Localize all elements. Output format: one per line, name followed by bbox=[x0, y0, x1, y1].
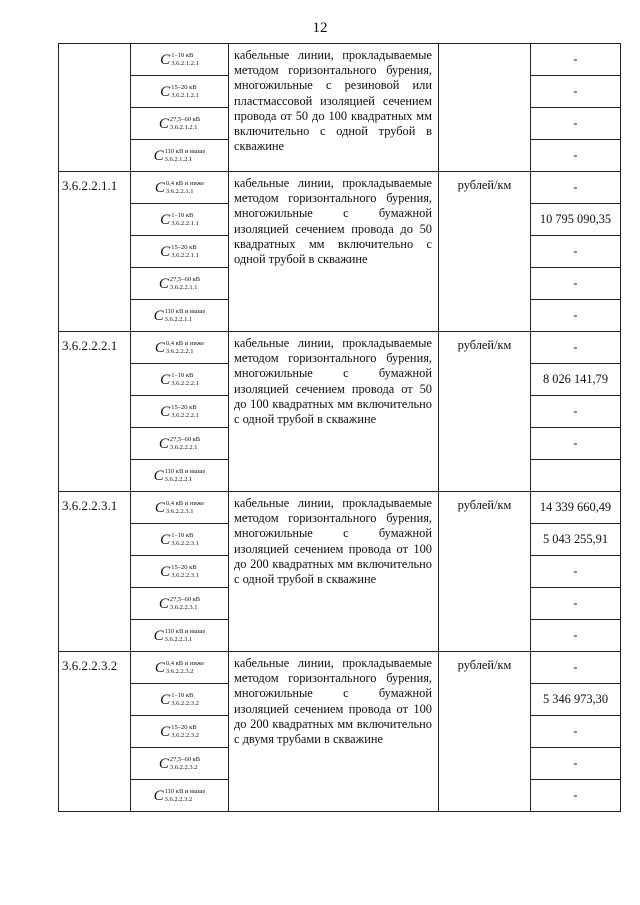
rate-symbol bbox=[131, 364, 229, 396]
item-code: 3.6.2.2.2.1 bbox=[59, 332, 131, 492]
rate-symbol bbox=[131, 428, 229, 460]
rate-symbol bbox=[131, 140, 229, 172]
item-description: кабельные линии, прокладываемые методом горизонтального бурения, многожильные с бумажной изоляцией сечением провода от 50 до 100 квадратных мм включительно с одной трубой в скважине bbox=[229, 332, 439, 492]
rate-symbol-letter: C bbox=[154, 499, 165, 516]
rate-index: 3.6.2.2.3.1 bbox=[165, 507, 194, 515]
item-code: 3.6.2.2.3.1 bbox=[59, 492, 131, 652]
voltage-class: 1–10 кВ bbox=[171, 371, 194, 379]
rate-symbol bbox=[131, 236, 229, 268]
rate-symbol bbox=[131, 300, 229, 332]
voltage-class: 15–20 кВ bbox=[171, 563, 197, 571]
voltage-class: 110 кВ и выше bbox=[164, 787, 206, 795]
voltage-class: 1–10 кВ bbox=[171, 211, 194, 219]
voltage-class: 15–20 кВ bbox=[171, 243, 197, 251]
voltage-class: 27,5–60 кВ bbox=[169, 435, 201, 443]
rate-symbol bbox=[131, 76, 229, 108]
rate-symbol-letter: C bbox=[158, 115, 169, 132]
page-number: 12 bbox=[312, 20, 328, 36]
rate-value: - bbox=[531, 140, 621, 172]
rate-symbol bbox=[131, 44, 229, 76]
rate-symbol bbox=[131, 268, 229, 300]
rate-index: 3.6.2.2.2.1 bbox=[171, 379, 199, 387]
voltage-class: 27,5–60 кВ bbox=[169, 595, 201, 603]
voltage-class: 110 кВ и выше bbox=[164, 467, 206, 475]
table-row bbox=[59, 332, 621, 364]
rate-index: 3.6.2.2.3.1 bbox=[171, 571, 199, 579]
rate-symbol-letter: C bbox=[154, 659, 165, 676]
rate-value: - bbox=[531, 588, 621, 620]
rate-value: - bbox=[531, 620, 621, 652]
item-code bbox=[59, 44, 131, 172]
rate-symbol-letter: C bbox=[153, 467, 164, 484]
rate-index: 3.6.2.2.2.1 bbox=[165, 347, 194, 355]
rate-value: - bbox=[531, 268, 621, 300]
rate-symbol bbox=[131, 652, 229, 684]
voltage-class: 27,5–60 кВ bbox=[169, 755, 201, 763]
rate-symbol-letter: C bbox=[160, 371, 171, 388]
rate-symbol bbox=[131, 492, 229, 524]
rate-symbol-letter: C bbox=[153, 147, 164, 164]
rate-symbol bbox=[131, 684, 229, 716]
rate-index: 3.6.2.2.3.2 bbox=[171, 699, 199, 707]
voltage-class: 110 кВ и выше bbox=[164, 147, 206, 155]
rate-index: 3.6.2.2.3.1 bbox=[171, 539, 199, 547]
rate-value: 5 043 255,91 bbox=[531, 524, 621, 556]
rate-index: 3.6.2.2.3.1 bbox=[169, 603, 198, 611]
rate-index: 3.6.2.2.1.1 bbox=[169, 283, 198, 291]
rate-symbol-letter: C bbox=[154, 339, 165, 356]
rate-index: 3.6.2.2.1.1 bbox=[165, 187, 194, 195]
rate-index: 3.6.2.2.2.1 bbox=[169, 443, 198, 451]
rate-index: 3.6.2.1.2.1 bbox=[169, 123, 198, 131]
unit-cell: рублей/км bbox=[439, 652, 531, 812]
voltage-class: 15–20 кВ bbox=[171, 83, 197, 91]
rate-symbol bbox=[131, 460, 229, 492]
item-code: 3.6.2.2.3.2 bbox=[59, 652, 131, 812]
rate-symbol-letter: C bbox=[160, 531, 171, 548]
table-row bbox=[59, 44, 621, 76]
rate-symbol-letter: C bbox=[160, 83, 171, 100]
item-description: кабельные линии, прокладываемые методом горизонтального бурения, многожильные с бумажной изоляцией сечением провода от 100 до 200 квадратных мм включительно с двумя трубами в скважине bbox=[229, 652, 439, 812]
rate-value: - bbox=[531, 300, 621, 332]
rate-symbol-letter: C bbox=[160, 563, 171, 580]
rate-value bbox=[531, 460, 621, 492]
rate-value: 14 339 660,49 bbox=[531, 492, 621, 524]
rate-symbol bbox=[131, 620, 229, 652]
rate-index: 3.6.2.2.1.1 bbox=[171, 219, 199, 227]
rate-symbol bbox=[131, 716, 229, 748]
rate-index: 3.6.2.2.3.1 bbox=[164, 635, 193, 643]
table-row bbox=[59, 652, 621, 684]
rate-symbol-letter: C bbox=[158, 275, 169, 292]
rate-symbol-letter: C bbox=[160, 723, 171, 740]
voltage-class: 0,4 кВ и ниже bbox=[165, 659, 205, 667]
rate-index: 3.6.2.1.2.1 bbox=[171, 59, 199, 67]
item-description: кабельные линии, прокладываемые методом горизонтального бурения, многожильные с бумажной изоляцией сечением провода от 100 до 200 квадратных мм включительно с одной трубой в скважине bbox=[229, 492, 439, 652]
rate-symbol bbox=[131, 524, 229, 556]
rate-value: 5 346 973,30 bbox=[531, 684, 621, 716]
rate-index: 3.6.2.2.1.1 bbox=[164, 315, 193, 323]
rates-table bbox=[58, 43, 621, 812]
voltage-class: 0,4 кВ и ниже bbox=[165, 179, 205, 187]
table-row bbox=[59, 492, 621, 524]
rate-symbol bbox=[131, 172, 229, 204]
rate-symbol-letter: C bbox=[160, 51, 171, 68]
rate-value: - bbox=[531, 236, 621, 268]
rate-symbol-letter: C bbox=[160, 403, 171, 420]
rate-symbol bbox=[131, 588, 229, 620]
rate-value: 8 026 141,79 bbox=[531, 364, 621, 396]
rate-symbol-letter: C bbox=[158, 755, 169, 772]
rate-symbol-letter: C bbox=[160, 243, 171, 260]
rate-index: 3.6.2.2.2.1 bbox=[164, 475, 193, 483]
rate-symbol-letter: C bbox=[158, 595, 169, 612]
rate-index: 3.6.2.2.2.1 bbox=[171, 411, 199, 419]
rate-value: - bbox=[531, 172, 621, 204]
rate-symbol bbox=[131, 748, 229, 780]
unit-cell: рублей/км bbox=[439, 492, 531, 652]
item-description: кабельные линии, прокладываемые методом горизонтального бурения, многожильные с бумажной изоляцией сечением провода до 50 квадратных мм включительно с одной трубой в скважине bbox=[229, 172, 439, 332]
rate-symbol bbox=[131, 204, 229, 236]
voltage-class: 1–10 кВ bbox=[171, 51, 194, 59]
rate-value: - bbox=[531, 428, 621, 460]
unit-cell: рублей/км bbox=[439, 172, 531, 332]
voltage-class: 110 кВ и выше bbox=[164, 627, 206, 635]
rate-value: 10 795 090,35 bbox=[531, 204, 621, 236]
table-row bbox=[59, 172, 621, 204]
voltage-class: 15–20 кВ bbox=[171, 403, 197, 411]
voltage-class: 1–10 кВ bbox=[171, 691, 194, 699]
voltage-class: 27,5–60 кВ bbox=[169, 275, 201, 283]
rate-symbol bbox=[131, 108, 229, 140]
rate-symbol bbox=[131, 396, 229, 428]
rate-symbol-letter: C bbox=[160, 211, 171, 228]
rate-symbol-letter: C bbox=[158, 435, 169, 452]
rate-symbol-letter: C bbox=[153, 307, 164, 324]
rate-index: 3.6.2.2.3.2 bbox=[164, 795, 193, 803]
rate-value: - bbox=[531, 716, 621, 748]
rate-index: 3.6.2.1.2.1 bbox=[164, 155, 193, 163]
rate-value: - bbox=[531, 396, 621, 428]
voltage-class: 110 кВ и выше bbox=[164, 307, 206, 315]
rate-value: - bbox=[531, 748, 621, 780]
unit-cell: рублей/км bbox=[439, 332, 531, 492]
unit-cell bbox=[439, 44, 531, 172]
item-code: 3.6.2.2.1.1 bbox=[59, 172, 131, 332]
voltage-class: 0,4 кВ и ниже bbox=[165, 499, 205, 507]
rate-symbol bbox=[131, 780, 229, 812]
rates-table-body bbox=[59, 44, 621, 812]
rate-index: 3.6.2.2.3.2 bbox=[165, 667, 194, 675]
rate-value: - bbox=[531, 108, 621, 140]
rate-symbol bbox=[131, 556, 229, 588]
rate-value: - bbox=[531, 556, 621, 588]
rate-index: 3.6.2.2.1.1 bbox=[171, 251, 199, 259]
item-description: кабельные линии, прокладываемые методом горизонтального бурения, многожильные с резиновой или пластмассовой изоляцией сечением провода от 50 до 100 квадратных мм включительно с одной трубой в скважине bbox=[229, 44, 439, 172]
voltage-class: 0,4 кВ и ниже bbox=[165, 339, 205, 347]
rate-index: 3.6.2.2.3.2 bbox=[171, 731, 199, 739]
rate-value: - bbox=[531, 780, 621, 812]
rate-symbol-letter: C bbox=[153, 787, 164, 804]
rate-value: - bbox=[531, 652, 621, 684]
rate-symbol-letter: C bbox=[160, 691, 171, 708]
rate-value: - bbox=[531, 332, 621, 364]
voltage-class: 27,5–60 кВ bbox=[169, 115, 201, 123]
rate-index: 3.6.2.2.3.2 bbox=[169, 763, 198, 771]
rate-symbol-letter: C bbox=[153, 627, 164, 644]
voltage-class: 15–20 кВ bbox=[171, 723, 197, 731]
rate-symbol bbox=[131, 332, 229, 364]
rate-symbol-letter: C bbox=[154, 179, 165, 196]
rate-value: - bbox=[531, 44, 621, 76]
rate-index: 3.6.2.1.2.1 bbox=[171, 91, 199, 99]
rate-value: - bbox=[531, 76, 621, 108]
voltage-class: 1–10 кВ bbox=[171, 531, 194, 539]
